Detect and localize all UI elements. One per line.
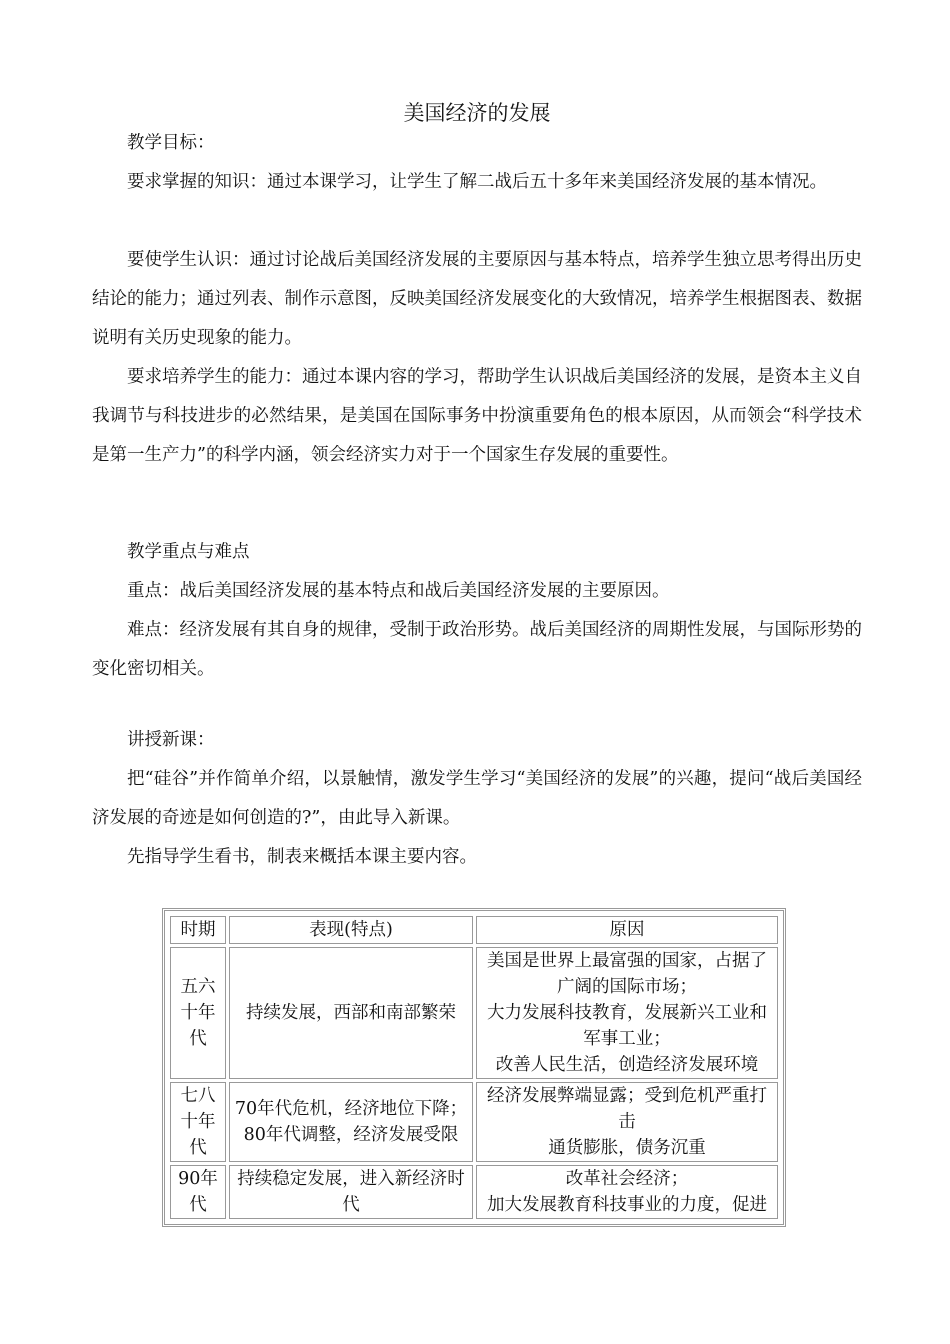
reason-line: 经济发展弊端显露；受到危机严重打击 bbox=[487, 1086, 767, 1132]
cell-period: 90年代 bbox=[170, 1165, 226, 1219]
cell-feature: 持续发展，西部和南部繁荣 bbox=[229, 947, 473, 1079]
paragraph-difficulty: 难点：经济发展有其自身的规律，受制于政治形势。战后美国经济的周期性发展，与国际形势的变化密切相关。 bbox=[92, 620, 862, 679]
key-points-heading: 教学重点与难点 bbox=[127, 542, 250, 562]
cell-feature: 持续稳定发展，进入新经济时代 bbox=[229, 1165, 473, 1219]
cell-reason bbox=[476, 1082, 778, 1162]
reason-line: 加大发展教育科技事业的力度，促进 bbox=[487, 1195, 767, 1215]
cell-feature: 70年代危机，经济地位下降；80年代调整，经济发展受限 bbox=[229, 1082, 473, 1162]
cell-reason bbox=[476, 947, 778, 1079]
new-lesson-heading: 讲授新课： bbox=[127, 730, 215, 750]
objectives-heading: 教学目标： bbox=[127, 133, 215, 153]
cell-reason bbox=[476, 1165, 778, 1219]
table-row bbox=[170, 1165, 778, 1219]
reason-line: 美国是世界上最富强的国家，占据了广阔的国际市场； bbox=[487, 951, 767, 997]
summary-table-grid bbox=[167, 913, 781, 1222]
reason-line: 大力发展科技教育，发展新兴工业和军事工业； bbox=[487, 1003, 767, 1049]
paragraph-ability: 要求培养学生的能力：通过本课内容的学习，帮助学生认识战后美国经济的发展，是资本主义自我调节与科技进步的必然结果，是美国在国际事务中扮演重要角色的根本原因，从而领会“科学技术是第一生产力”的科学内涵，领会经济实力对于一个国家生存发展的重要性。 bbox=[92, 367, 862, 465]
table-header-row bbox=[170, 916, 778, 944]
table-row bbox=[170, 947, 778, 1079]
document-title: 美国经济的发展 bbox=[403, 101, 551, 125]
summary-table bbox=[162, 908, 786, 1227]
table-row bbox=[170, 1082, 778, 1162]
paragraph-knowledge: 要求掌握的知识：通过本课学习，让学生了解二战后五十多年来美国经济发展的基本情况。 bbox=[127, 172, 827, 192]
reason-line: 改革社会经济； bbox=[565, 1169, 689, 1189]
paragraph-awareness: 要使学生认识：通过讨论战后美国经济发展的主要原因与基本特点，培养学生独立思考得出历史结论的能力；通过列表、制作示意图，反映美国经济发展变化的大致情况，培养学生根据图表、数据说明有关历史现象的能力。 bbox=[92, 250, 862, 348]
header-reason: 原因 bbox=[476, 916, 778, 944]
cell-period: 七八十年代 bbox=[170, 1082, 226, 1162]
reason-line: 改善人民生活，创造经济发展环境 bbox=[495, 1055, 759, 1075]
paragraph-key-point: 重点：战后美国经济发展的基本特点和战后美国经济发展的主要原因。 bbox=[127, 581, 670, 601]
header-feature: 表现(特点) bbox=[229, 916, 473, 944]
paragraph-instruction: 先指导学生看书，制表来概括本课主要内容。 bbox=[127, 847, 477, 867]
reason-line: 通货膨胀，债务沉重 bbox=[548, 1138, 706, 1158]
header-period: 时期 bbox=[170, 916, 226, 944]
cell-period: 五六十年代 bbox=[170, 947, 226, 1079]
paragraph-intro: 把“硅谷”并作简单介绍，以景触情，激发学生学习“美国经济的发展”的兴趣，提问“战后美国经济发展的奇迹是如何创造的?”，由此导入新课。 bbox=[92, 769, 862, 828]
